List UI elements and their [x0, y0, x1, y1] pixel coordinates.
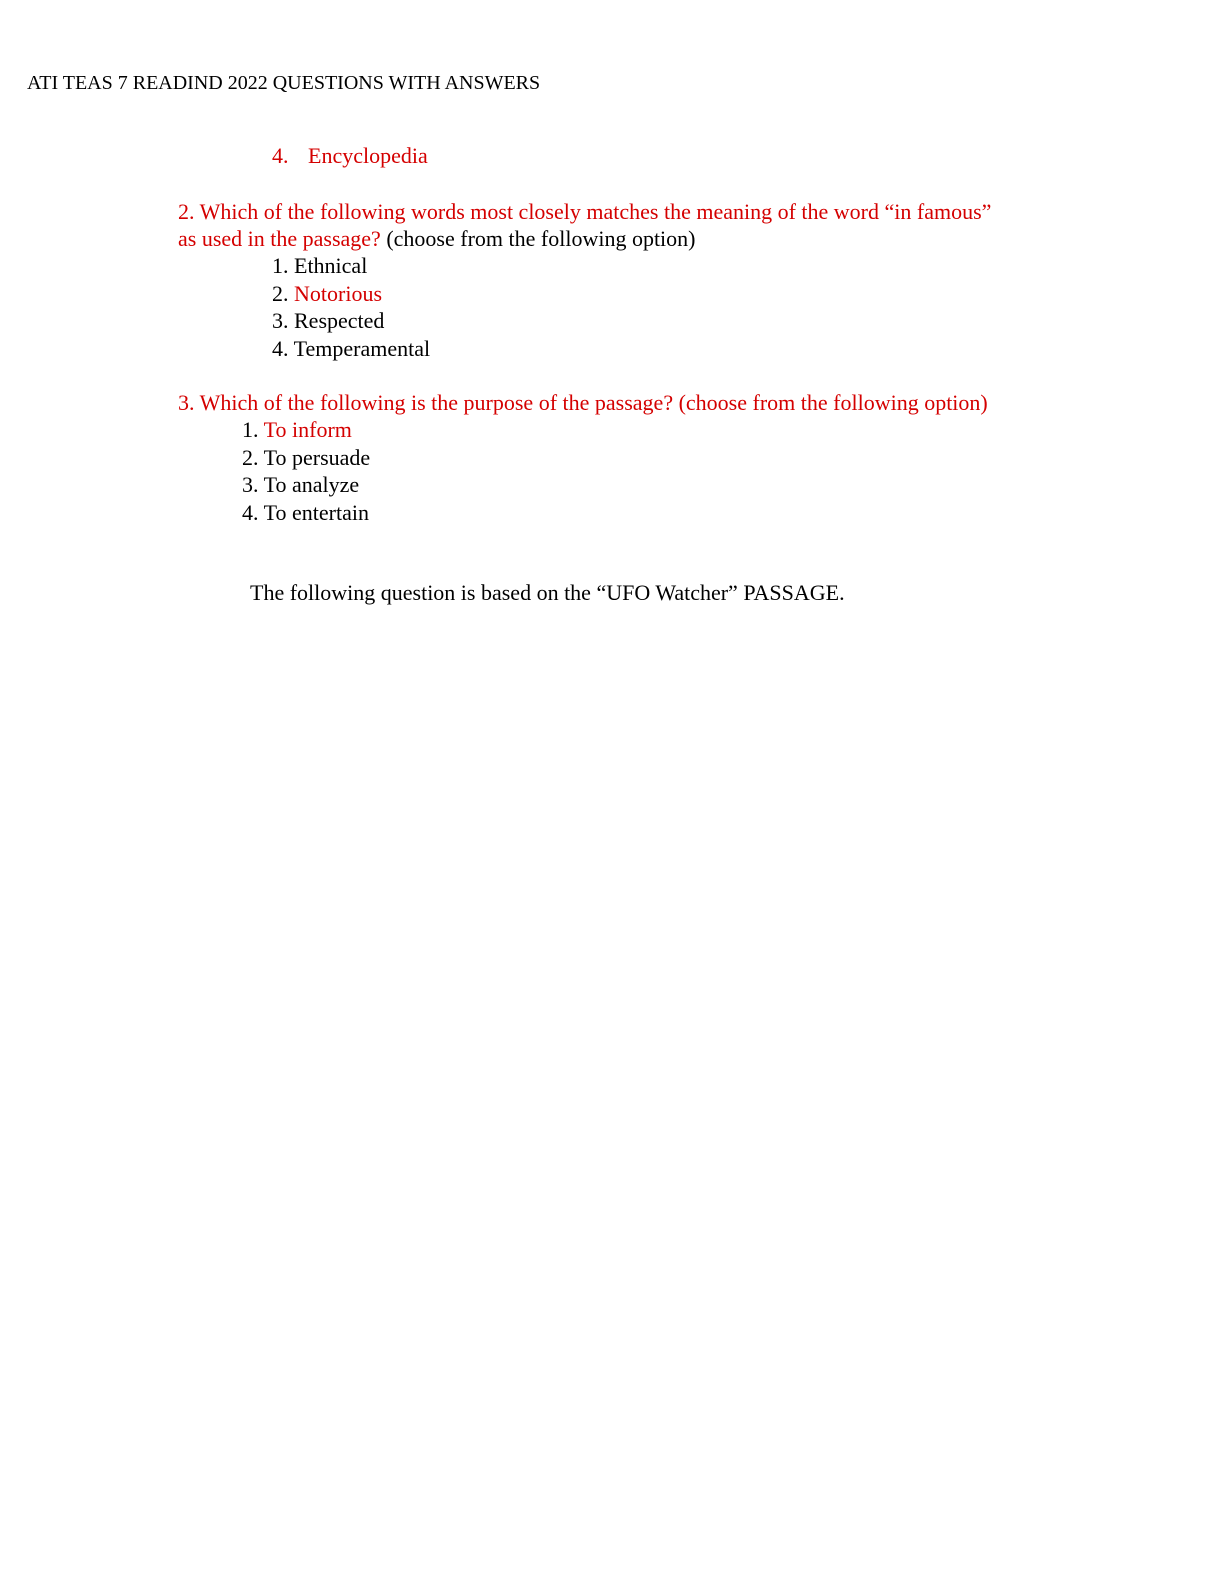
option-text: Respected — [294, 308, 385, 333]
option-text: To entertain — [263, 499, 369, 525]
previous-answer — [272, 142, 428, 170]
option-text: To persuade — [263, 444, 371, 470]
previous-answer-number: 4. — [272, 143, 289, 168]
option-text: Ethnical — [294, 253, 368, 278]
option-item — [272, 280, 998, 308]
document-title: ATI TEAS 7 READIND 2022 QUESTIONS WITH ANSWERS — [27, 72, 541, 94]
question-2-options — [272, 252, 998, 362]
option-item — [272, 252, 998, 280]
option-item — [242, 444, 998, 472]
option-text-correct: To inform — [263, 417, 352, 442]
option-item — [242, 416, 998, 444]
passage-note: The following question is based on the “UFO Watcher” PASSAGE. — [250, 580, 845, 605]
option-item — [242, 471, 998, 499]
option-number: 4. — [242, 499, 259, 525]
option-item — [272, 307, 998, 335]
option-number: 2. — [272, 280, 289, 306]
question-2-prompt — [178, 198, 998, 252]
option-text: To analyze — [263, 472, 360, 497]
previous-answer-text: Encyclopedia — [308, 143, 428, 168]
option-number: 4. — [272, 335, 289, 361]
option-number: 2. — [242, 444, 259, 470]
question-3-prompt: 3. Which of the following is the purpose of the passage? (choose from the following option) — [178, 390, 988, 415]
option-number: 3. — [272, 308, 289, 333]
option-item — [272, 335, 998, 363]
question-3 — [178, 389, 998, 526]
option-number: 3. — [242, 472, 259, 497]
option-text-correct: Notorious — [294, 280, 382, 306]
option-number: 1. — [242, 417, 259, 442]
question-2 — [178, 198, 998, 362]
option-item — [242, 499, 998, 527]
question-2-prompt-instruction: (choose from the following option) — [380, 226, 696, 251]
question-2-prompt-highlight: 2. Which of the following words most closely matches the meaning of the word “in famous” as used in the passage? — [178, 199, 992, 251]
option-text: Temperamental — [293, 335, 431, 361]
question-3-options — [242, 416, 998, 526]
option-number: 1. — [272, 253, 289, 278]
